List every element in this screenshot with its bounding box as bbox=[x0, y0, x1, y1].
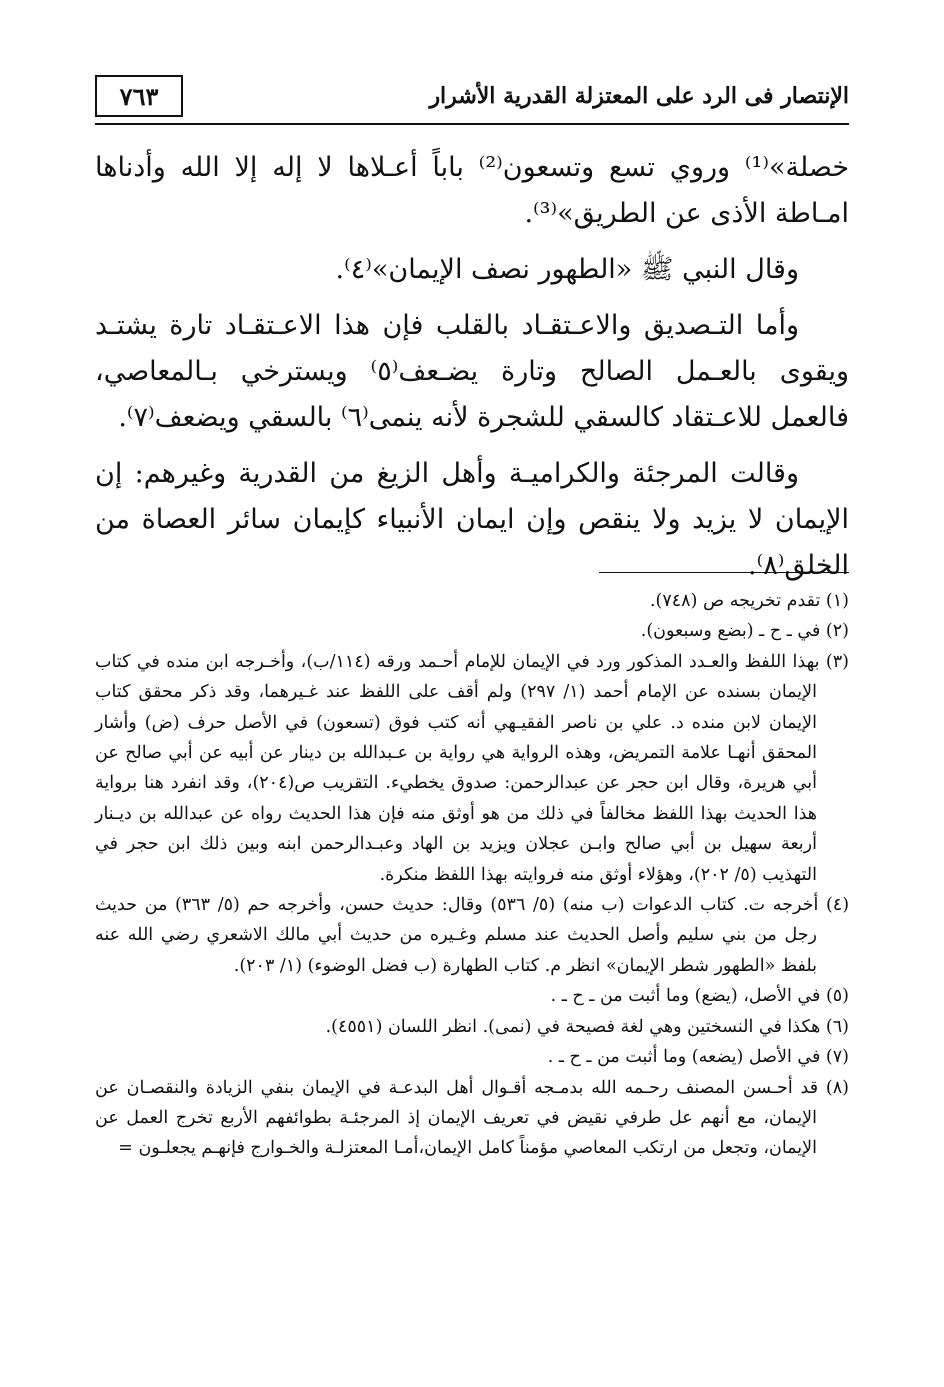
paragraph-3: وأما التـصديق والاعـتقـاد بالقلب فإن هذا الاعـتقـاد تارة يشتـد ويقوى بالعـمل الصالح وتارة يضـعف⁽٥⁾ ويسترخي بـالمعاصي، فالعمل للاعـتقاد كالسقي للشجرة لأنه ينمى⁽٦⁾ بالسقي ويضعف⁽٧⁾. bbox=[95, 310, 849, 433]
paragraph-1: خصلة»⁽¹⁾ وروي تسع وتسعون⁽²⁾ باباً أعـلاها لا إله إلا الله وأدناها امـاطة الأذى عن الطريق»⁽³⁾. bbox=[95, 152, 850, 229]
main-text bbox=[95, 145, 849, 599]
footnote-1: (١) تقدم تخريجه ص (٧٤٨). bbox=[649, 591, 849, 611]
footnote-5: (٥) في الأصل، (يضع) وما أثبت من ـ ح ـ . bbox=[550, 986, 849, 1007]
page-number: ٧٦٣ bbox=[95, 75, 183, 117]
footnote-separator bbox=[599, 572, 849, 573]
paragraph-2: وقال النبي ﷺ «الطهور نصف الإيمان»⁽٤⁾. bbox=[335, 254, 799, 285]
footnote-8: (٨) قد أحـسن المصنف رحـمه الله بدمـجه أقـوال أهل البدعـة في الإيمان بنفي الزيادة والنقصـان عن الإيمان، مع أنهم عل طرفي نقيض في تعريف الإيمان إذ المرجئـة بطوائفهم الأربع تخرج العمل عن الإيمان، وتجعل من ارتكب المعاصي مؤمناً كامل الإيمان،أمـا المعتزلـة والخـوارج فإنهـم يجعلـون = bbox=[95, 1077, 849, 1159]
page-header bbox=[95, 73, 849, 129]
paragraph-4: وقالت المرجئة والكراميـة وأهل الزيغ من القدرية وغيرهم: إن الإيمان لا يزيد ولا ينقص وإن ايمان الأنبياء كإيمان سائر العصاة من الخلق⁽٨⁾. bbox=[95, 458, 849, 581]
footnote-3: (٣) بهذا اللفظ والعـدد المذكور ورد في الإيمان للإمام أحـمد ورقه (١١٤/ب)، وأخـرجه ابن منده في كتاب الإيمان بسنده عن الإمام أحمد (١/ ٢٩٧) ولم أقف على اللفظ عند غـيرهما، وقد ذكر محقق كتاب الإيمان لابن منده د. علي بن ناصر الفقيـهي أنه كتب فوق (تسعون) في الأصل حرف (ض) وأشار المحقق أنهـا علامة التمريض، وهذه الرواية هي رواية بن عـبدالله بن دينار عن أبيه عن أبي صالح عن أبي هريرة، وقال ابن حجر عن عبدالرحمن: صدوق يخطيء. التقريب ص(٢٠٤)، وقد انفرد هنا برواية هذا الحديث بهذا اللفظ مخالفاً في ذلك من هو أوثق منه فإن هذا الحديث رواه عن عبدالله بن ديـنار أربعة سهيل بن أبي صالح وابـن عجلان ويزيد بن الهاد وعبـدالرحمن ابنه وبين ذلك ابن حجر في التهذيب (٥/ ٢٠٢)، وهؤلاء أوثق منه فروايته بهذا اللفظ منكرة. bbox=[95, 651, 849, 885]
running-title: الإنتصار فى الرد على المعتزلة القدرية الأشرار bbox=[429, 83, 849, 109]
footnotes bbox=[95, 586, 849, 1164]
footnote-7: (٧) في الأصل (يضعه) وما أثبت من ـ ح ـ . bbox=[547, 1047, 849, 1068]
footnote-2: (٢) في ـ ح ـ (بضع وسبعون). bbox=[640, 621, 849, 642]
footnote-6: (٦) هكذا في النسختين وهي لغة فصيحة في (نمى). انظر اللسان (٤٥٥١). bbox=[325, 1016, 849, 1037]
footnote-4: (٤) أخرجه ت. كتاب الدعوات (ب منه) (٥/ ٥٣٦) وقال: حديث حسن، وأخرجه حم (٥/ ٣٦٣) من حديث رجل من بني سليم وأصل الحديث عند مسلم وغـيره من حديث أبي مالك الاشعري رضي الله عنه بلفظ «الطهور شطر الإيمان» انظر م. كتاب الطهارة (ب فضل الوضوء) (١/ ٢٠٣). bbox=[95, 895, 850, 976]
header-rule bbox=[95, 123, 849, 125]
